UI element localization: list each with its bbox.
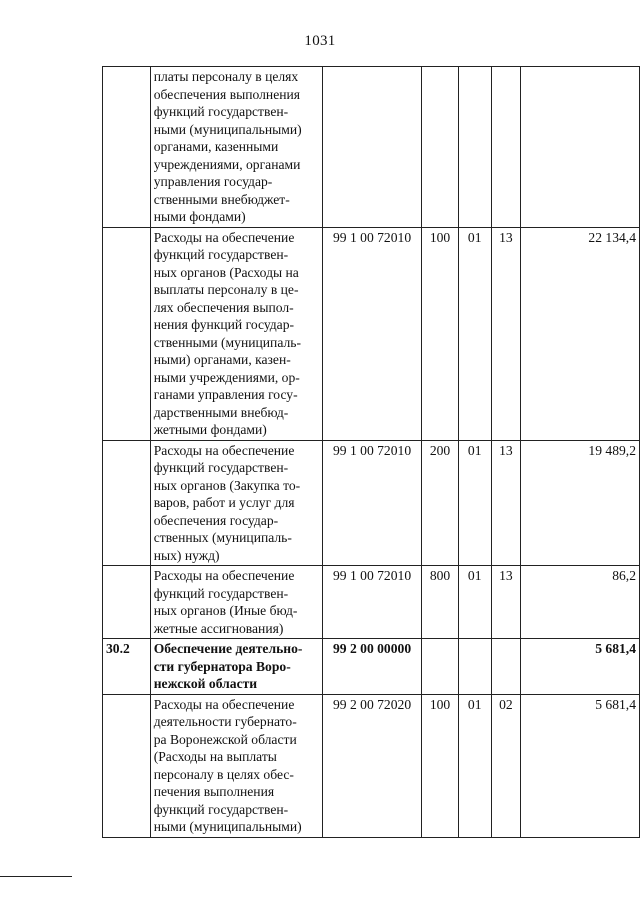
- amount-cell: 5 681,4: [521, 694, 640, 837]
- budget-table-body: [103, 67, 640, 838]
- table-row: [103, 694, 640, 837]
- expense-type-cell: [422, 639, 458, 695]
- table-row: [103, 639, 640, 695]
- row-number-cell: [103, 440, 151, 566]
- table-row: [103, 566, 640, 639]
- amount-cell: 22 134,4: [521, 227, 640, 440]
- row-number-cell: [103, 566, 151, 639]
- target-article-cell: 99 1 00 72010: [322, 440, 422, 566]
- budget-table: [102, 66, 640, 838]
- target-article-cell: [322, 67, 422, 228]
- footnote-rule: [0, 876, 72, 877]
- expense-name-cell: платы персоналу в целях обеспечения выполнения функций государствен- ными (муниципальными) органами, казенными учреждениями, органами управления государ- ственными внебюджет- ными фондами): [150, 67, 322, 228]
- expense-type-cell: 100: [422, 694, 458, 837]
- subsection-cell: 13: [491, 440, 520, 566]
- amount-cell: 5 681,4: [521, 639, 640, 695]
- row-number-cell: [103, 67, 151, 228]
- amount-cell: 86,2: [521, 566, 640, 639]
- section-cell: [458, 639, 491, 695]
- expense-name-cell: Обеспечение деятельно- сти губернатора Воро- нежской области: [150, 639, 322, 695]
- subsection-cell: [491, 67, 520, 228]
- section-cell: [458, 67, 491, 228]
- expense-name-cell: Расходы на обеспечение деятельности губернато- ра Воронежской области (Расходы на выплаты персоналу в целях обес- печения выполнения функций государствен- ными (муниципальными): [150, 694, 322, 837]
- table-row: [103, 67, 640, 228]
- row-number-cell: [103, 227, 151, 440]
- subsection-cell: 13: [491, 227, 520, 440]
- expense-name-cell: Расходы на обеспечение функций государствен- ных органов (Закупка то- варов, работ и услуг для обеспечения государ- ственных (муниципаль- ных) нужд): [150, 440, 322, 566]
- subsection-cell: 02: [491, 694, 520, 837]
- target-article-cell: 99 2 00 72020: [322, 694, 422, 837]
- section-cell: 01: [458, 566, 491, 639]
- expense-type-cell: 100: [422, 227, 458, 440]
- target-article-cell: 99 2 00 00000: [322, 639, 422, 695]
- amount-cell: [521, 67, 640, 228]
- expense-type-cell: 800: [422, 566, 458, 639]
- section-cell: 01: [458, 694, 491, 837]
- subsection-cell: 13: [491, 566, 520, 639]
- expense-name-cell: Расходы на обеспечение функций государствен- ных органов (Иные бюд- жетные ассигнования): [150, 566, 322, 639]
- subsection-cell: [491, 639, 520, 695]
- table-row: [103, 440, 640, 566]
- target-article-cell: 99 1 00 72010: [322, 227, 422, 440]
- section-cell: 01: [458, 227, 491, 440]
- expense-name-cell: Расходы на обеспечение функций государствен- ных органов (Расходы на выплаты персоналу в це- лях обеспечения выпол- нения функций государ- ственными (муниципаль- ными) органами, казен- ными учреждениями, ор- ганами управления госу- дарственными внебюд- жетными фондами): [150, 227, 322, 440]
- row-number-cell: [103, 694, 151, 837]
- page-number: 1031: [304, 33, 336, 49]
- section-cell: 01: [458, 440, 491, 566]
- expense-type-cell: 200: [422, 440, 458, 566]
- row-number-cell: 30.2: [103, 639, 151, 695]
- expense-type-cell: [422, 67, 458, 228]
- target-article-cell: 99 1 00 72010: [322, 566, 422, 639]
- amount-cell: 19 489,2: [521, 440, 640, 566]
- table-row: [103, 227, 640, 440]
